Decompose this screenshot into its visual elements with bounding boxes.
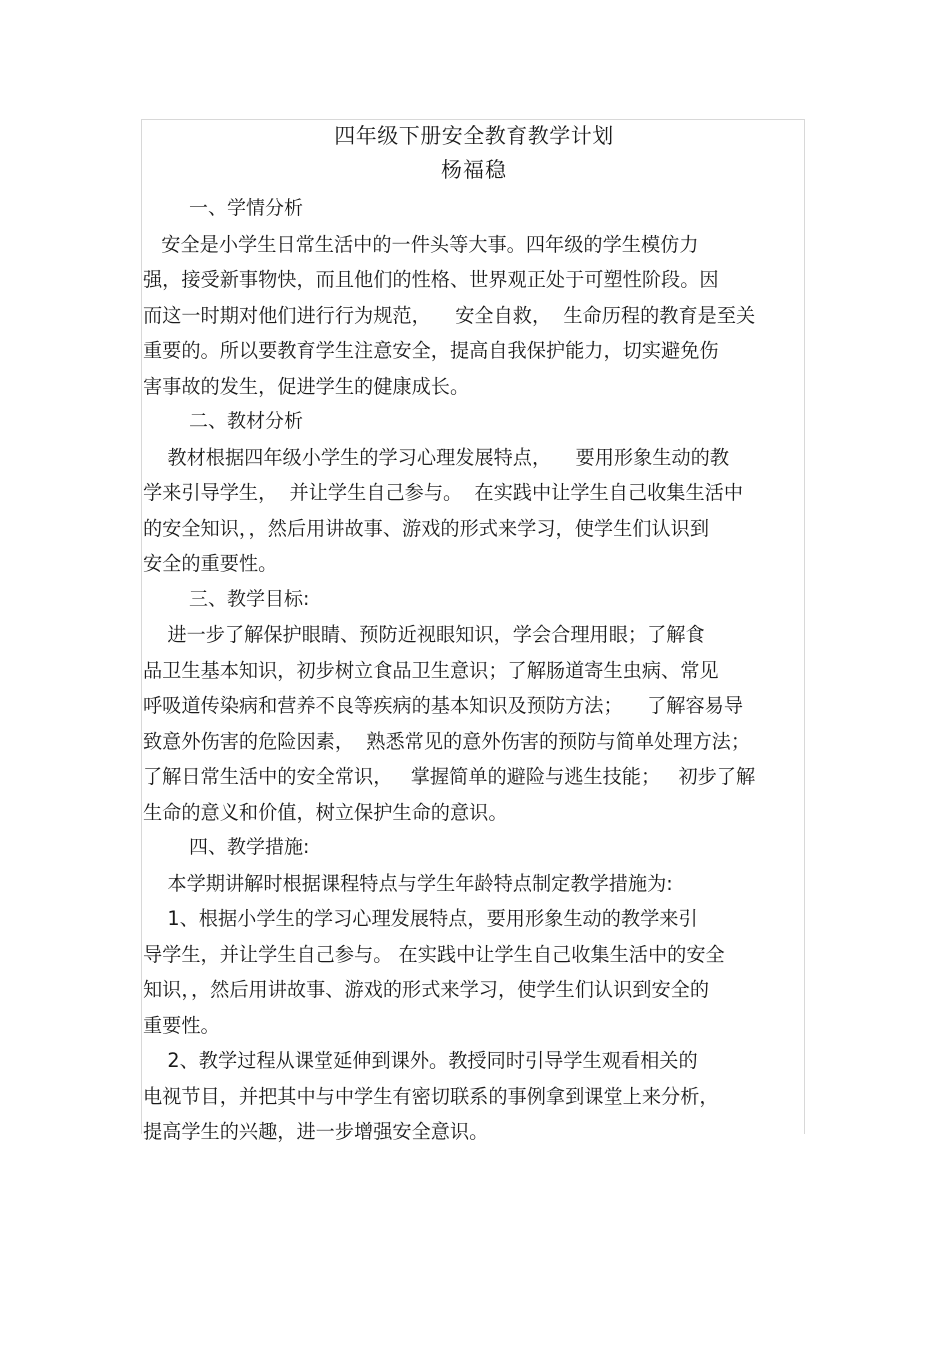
text-line: 安全的重要性。: [143, 552, 278, 575]
text-line: 重要的。所以要教育学生注意安全，提高自我保护能力，切实避免伤: [143, 339, 719, 362]
text-line: 生命的意义和价值，树立保护生命的意识。: [143, 800, 508, 824]
section-paragraph: [143, 617, 805, 830]
text-line: 强，接受新事物快，而且他们的性格、世界观正处于可塑性阶段。因: [143, 268, 719, 291]
text-line: 本学期讲解时根据课程特点与学生年龄特点制定教学措施为:: [143, 871, 673, 895]
section-teaching-measures: [143, 830, 805, 1150]
text-line: 的安全知识，，然后用讲故事、游戏的形式来学习，使学生们认识到: [143, 516, 710, 540]
text-line: 教材根据四年级小学生的学习心理发展特点， 要用形象生动的教: [143, 445, 730, 469]
text-line: 致意外伤害的危险因素， 熟悉常见的意外伤害的预防与简单处理方法；: [143, 729, 751, 753]
text-line: 提高学生的兴趣，进一步增强安全意识。: [143, 1120, 489, 1143]
section-paragraph: [143, 440, 805, 582]
section-textbook-analysis: [143, 404, 805, 582]
text-line: 而这一时期对他们进行行为规范， 安全自救， 生命历程的教育是至关: [143, 303, 756, 327]
text-line: 导学生，并让学生自己参与。 在实践中让学生自己收集生活中的安全: [143, 942, 725, 966]
text-line: 安全是小学生日常生活中的一件头等大事。四年级的学生模仿力: [143, 232, 699, 256]
section-student-analysis: [143, 191, 805, 404]
text-line: 电视节目，并把其中与中学生有密切联系的事例拿到课堂上来分析，: [143, 1084, 719, 1108]
section-paragraph: [143, 227, 805, 405]
text-line: 呼吸道传染病和营养不良等疾病的基本知识及预防方法； 了解容易导: [143, 694, 744, 717]
document-author: 杨福稳: [441, 158, 507, 182]
section-heading: 二、教材分析: [189, 410, 304, 432]
document-body: [143, 119, 805, 1150]
text-line: 害事故的发生，促进学生的健康成长。: [143, 374, 470, 398]
text-line: 知识，，然后用讲故事、游戏的形式来学习，使学生们认识到安全的: [143, 978, 710, 1001]
section-heading: 四、教学措施:: [189, 836, 310, 858]
text-line: 品卫生基本知识，初步树立食品卫生意识；了解肠道寄生虫病、常见: [143, 658, 719, 682]
section-heading: 三、教学目标:: [189, 587, 310, 610]
document-title: 四年级下册安全教育教学计划: [334, 124, 614, 148]
section-teaching-goals: [143, 582, 805, 831]
section-paragraph: [143, 866, 805, 1150]
text-line: 重要性。: [143, 1013, 220, 1037]
text-line: 进一步了解保护眼睛、预防近视眼知识，学会合理用眼；了解食: [143, 623, 705, 646]
text-line: 1、根据小学生的学习心理发展特点，要用形象生动的教学来引: [143, 907, 698, 930]
text-line: 了解日常生活中的安全常识， 掌握简单的避险与逃生技能； 初步了解: [143, 765, 756, 788]
section-heading: 一、学情分析: [189, 197, 304, 219]
text-line: 2、教学过程从课堂延伸到课外。教授同时引导学生观看相关的: [143, 1049, 698, 1072]
text-line: 学来引导学生， 并让学生自己参与。 在实践中让学生自己收集生活中: [143, 481, 744, 504]
